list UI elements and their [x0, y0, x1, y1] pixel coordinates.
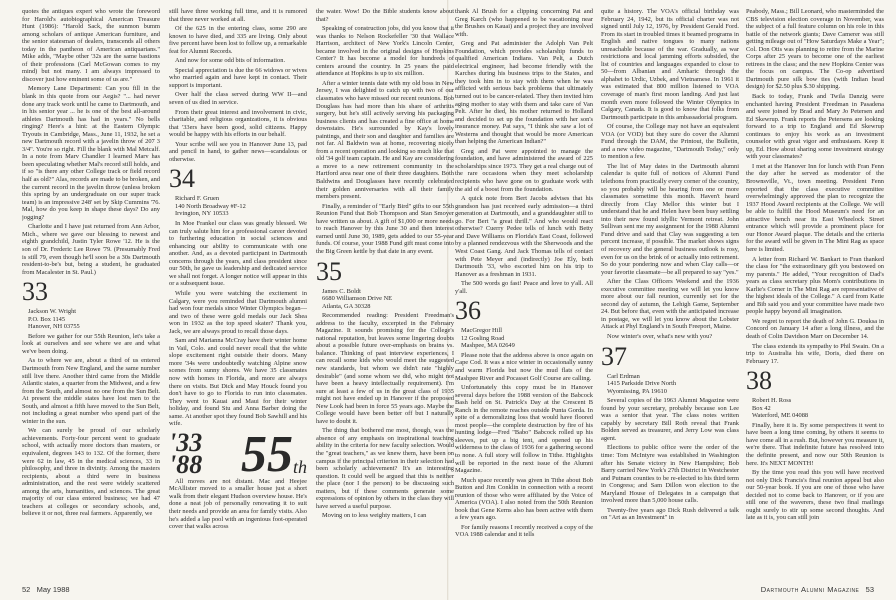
secretary-name: Carl Erdman [607, 372, 640, 380]
class-year-heading: 37 [601, 341, 627, 371]
address-line: 140 North Broadway #F-12 [175, 202, 246, 210]
footer-right [761, 585, 874, 594]
paragraph: All moves are not distant. Mac and Heejee McAllister moved to a smaller house just a short walk from their elegant Hudson overview house. He's done a neat job of personally renovating it to suit their needs and provide an area for family visits. Also he's added a lap pool with an ingenious foot-operated cover that walks across [169, 477, 307, 531]
paragraph: A quick note from Bert Jacobs advises that his grandson has just received early admission—a third generation at Dartmouth, and a granddaughter still to go. For Bert "a great thrill." And who would react otherwise? Cuerry Pedee tells of lunch with Betty and Dave Williams on Florida's East Coast, followed by a planned rendezvous with the Sherwoods and the West Coast Gang. And Jack Thomas tells of contact with Pete Meyer and (indirectly) Joe Ely, both Dartmouth '33, who escorted him on his trip to Hanover as a freshman in 1931. [455, 195, 593, 278]
paragraph: Memory Lane Department: Can you fill in the blank in this quote from our Aegis? "... had never done any track work until he came to Dartmouth, and in his senior year ... he is one of the best all-around athletes Dartmouth has had in years." No bells ringing? Here's a hint: at the Eastern Olympic Tryouts in Cambridge, Mass., June 11, 1932, he set a new Dartmouth record with a javelin throw of 207 3 3/4". You're so right. Fill the blank with Mal Metcalf. In a note from Marv Chandler I learned Marv has been speculating whether Mal's record still holds, and if so "is there any other College track or field record half as old?" Alas, records are made to be broken, and the current record in the javelin throw (unless broken this spring by an undergraduate on our super track team) is an impressive 248' set by Skip Cummins '76. Mal, how do you keep in shape these days? Do any jogging? [22, 85, 160, 221]
paragraph: the water. Wow! Do the Bible students know about that? [316, 8, 454, 23]
paragraph: Recommended reading: President Freedman's address to the faculty, excerpted in the February Magazine. It sounds promising for the College's national reputation, but leaves some lingering doubts about a possible future over-emphasis on brains vs. balance. Thinking of past interview experiences, I can recall some kids who would meet the suggested new standards, but whom we didn't rate "highly desirable" (and some whom we did, who might not have been a heavy intellectually requirement). I'm sure at least a few of us in the great class of 1935 might not have ended up in Hanover if the proposed New Look had been in force 55 years ago. Maybe the College would have been better off but I naturally have to doubt it. [316, 312, 454, 425]
paragraph: Please note that the address above is once again on Cape Cod. It was a nice winter in occasionally sunny and warm Florida but now the mud flats of the Mashpee River and Pocasset Golf Course are calling. [455, 351, 593, 382]
address-line: Irvington, NY 10533 [175, 210, 229, 218]
paragraph: Twenty-five years ago Dick Rush delivered a talk on "Art as an Investment" in [601, 506, 739, 522]
paragraph: Greg and Pat were appointed to manage the foundation, and have administered the award of 225 scholarships since 1973. They get a real charge out of the rare occasions when they meet scholarship recipients who have gone on to graduate work with the aid of a boost from the foundation. [455, 147, 593, 193]
emblem-years: '33 '88 [169, 427, 203, 479]
secretary-address [746, 397, 884, 420]
magazine-name: Dartmouth Alumni Magazine [760, 585, 860, 594]
column-4 [455, 8, 593, 560]
paragraph: We can surely be proud of our scholarly achievements. Forty-four percent went to graduate school, with actually more doctors than masters, or equivalent, degrees 143 to 132. Of the former, there were 62 in law, 45 in the medical sciences, 33 in philosophy, and three in divinity. Among the masters recipients, about a third were in business administration, and the rest were widely scattered among the arts, humanities, and sciences. The great majority of our class entered business; we had 47 teachers at colleges or secondary schools, and, believe it or not, three real farmers. Apparently, we [22, 427, 160, 518]
paragraph: The 500 words go fast! Peace and love to y'all. All y'all. [455, 280, 593, 295]
paragraph: A letter from Richard W. Bankart to Fran thanked the class for "the extraordinary gift you bestowed on my parents." He added, "Your recognition of Dad's years as class secretary plus Mom's contributions in Karlie's Corner in The Mini Rag are representative of the highest ideals of the College." A card from Katie and Bib said you and your committee have made two people happy beyond all imagination. [746, 255, 884, 316]
page-number: 52 [22, 585, 31, 594]
class-year-heading: 38 [746, 366, 772, 396]
paragraph: After a winter tennis date with my old boss in New Jersey, I was delighted to catch up with two of our classmates who have missed our recent reunions. Bob Douglass has had more than his share of arthritis surgery, but he's still actively serving his packaging business clients and has created a fine office at home downstairs. He's surrounded by Kay's lovely paintings, and their son and daughter and families are not far. Al Baldwin was at home, recovering nicely from a recent operation and looking so much like that old '34 golf team captain. He and Kay are considering a move to a new retirement community in the Hartford area near one of their three daughters. Both Baldwins and Douglasses have recently celebrated their golden anniversaries with all their family members present. [316, 79, 454, 201]
issue-date: May 1988 [36, 585, 70, 594]
secretary-name: Jackson W. Wright [28, 308, 77, 316]
paragraph: As to where we are, about a third of us entered Dartmouth from New England, and the same number still live there. Another third came from the Middle Atlantic states, a quarter from the Midwest, and a few from the South, and almost no one from the Sun Belt. At present the middle states have lost men to the South, and almost a fifth have moved to the Sun Belt, not including a great number who spend part of the winter in the sun. [22, 357, 160, 425]
secretary-name: Robert H. Ross [752, 397, 792, 405]
address-line: 6680 Williamson Drive NE [322, 295, 393, 303]
paragraph: quite a history. The VOA's official birthday was February 24, 1942, but its official charter was not signed until July 12, 1976, by President Gerald Ford. From its start in troubled times it beamed programs in English and native tongues to many nations unreachable because of the war. Gradually, as war restrictions and local jamming efforts subsided, the list of countries and languages expanded to close to 50—from Albanian and Amharic through the alphabet to Urdic, Uzbek, and Vietnamese. In 1961 it was estimated that 800 million listened to VOA coverage of man's first moon landing. And just last month even more followed the Winter Olympics in Calgary, Canada. It is good to know that folks from Dartmouth participate in this ambassadorial program. [601, 8, 739, 121]
paragraph: Before we gather for our 55th Reunion, let's take a look at ourselves and see where we are and what we've been doing. [22, 332, 160, 355]
address-line: Box 42 [752, 404, 771, 412]
address-line: Hanover, NH 03755 [28, 323, 80, 331]
paragraph: Over half the class served during WW II—and seven of us died in service. [169, 91, 307, 107]
paragraph: Your scribe will see you in Hanover June 13, pad and pencil in hand, to gather news—scandalous or otherwise. [169, 140, 307, 163]
paragraph: By the time you read this you will have received not only Dick Francis's final reunion appeal but also our 50-year book. If you are one of those who have decided not to come back to Hanover, or if you are still one of the waverers, these two final mailings ought surely to stir up some second thoughts. And late as it is, you can still join [746, 469, 884, 522]
paragraph: While you were watching the excitement in Calgary, were you reminded that Dartmouth alumni had won four medals since Winter Olympics began—and two of these were gold medals our Jack Shea won in 1932 as the top speed skater? Thank you, Jack, we are always proud to recall those days. [169, 289, 307, 335]
column-6 [746, 8, 884, 560]
paragraph: quotes the antiques expert who wrote the foreword for Harold's autobiographical American Treasure Hunt (1986): "Harold Sack, the sunmon bumm among scholars of antique American furniture, and the senior statesman of dealers, transcends all others today in the pantheon of American antiquarians." Mike adds, "Maybe other '32s are the same bastions of their professions (Carl McGowan comes to my mind) but not many. I am always impressed to discover just how eminent some of us are." [22, 8, 160, 83]
paragraph: Back to today, Frank and Twila Danzig were enchanted having President Freedman in Pasadena and were joined by Brad and Mary Jo Petersen and Ed Skewrup. Frank reports the Petersens are looking forward to a trip to England and Ed Skewrup continues to enjoy his work as an investment counselor with great vigor and enthusiasm. Keep it up, Ed. How about sharing some investment strategy with your classmates? [746, 93, 884, 161]
class-year-heading: 35 [316, 256, 342, 286]
secretary-address [601, 373, 739, 396]
secretary-address [169, 195, 307, 218]
paragraph: The class extends its sympathy to Phil Swain. On a trip to Australia his wife, Doris, died there on February 17. [746, 342, 884, 365]
paragraph: Elections to public office were the order of the time: Tom McIntyre was established in Washington after his Senate victory in New Hampshire; Bob Barry carried New York's 27th District in Westchester and Putnam counties to be re-elected to his third term in Congress; and Sam Dillon won election to the Maryland House of Delegates in a campaign that involved more than 5,000 house calls. [601, 444, 739, 505]
secretary-address [455, 327, 593, 350]
paragraph: thank Al Brush for a clipping concerning Pat and Greg Karch (who happened to be vacationing near the Brushes on Kauai) and a project they are involved with. [455, 8, 593, 38]
paragraph: Now winter's over, what's new with you? [607, 332, 713, 340]
paragraph: Several copies of the 1963 Alumni Magazine were found by your secretary, probably because son Lee was a senior that year. The class notes written capably by secretary Bill Roth reveal that Frank Bolden served as treasurer, and Jerry Low was class agent. [601, 397, 739, 442]
column-5 [601, 8, 739, 560]
page-number: 53 [865, 585, 874, 594]
paragraph: After the Class Officers Weekend and the 1936 executive committee meeting we will let you know more about our fall reunion, currently set for the second day of autumn, the Lehigh Game, September 24. But before that, even with the anticipated increase in postage, we will let you know about the Lobster Attack at Phyl England's in South Freeport, Maine. [601, 278, 739, 331]
paragraph: Of course, the College may not have an equivalent VOA (or VOD) but they sure do cover the Alumni Fund through the DAM, the Printout, the Bulletin, and a new video magazine, "Dartmouth Today," only to mention a few. [601, 123, 739, 161]
paragraph: We regret to report the death of John G. Douksa in Concord on January 14 after a long illness, and the death of Colin Davidson Marr on December 14. [746, 317, 884, 340]
paragraph: For family reasons I recently received a copy of the VOA 1988 calendar and it tells [455, 523, 593, 539]
reunion-55th-emblem [169, 425, 307, 483]
emblem-suffix: th [292, 456, 307, 477]
paragraph: From their great interest and involvement in civic, charitable, and religious organizations, it is obvious that '33ers have been good, solid citizens. Happy would be happy with his efforts in our behalf. [169, 108, 307, 139]
column-1 [22, 8, 160, 560]
address-line: Mashpee, MA 02649 [461, 342, 515, 350]
paragraph: Much space recently was given in Tithe about Bob Button and Jim Conklin in connection with a recent reunion of those who were affiliated by the Voice of America (VOA). I also noted from the 50th Reunion book that Gene Kerns also has been active with them a few years ago. [455, 476, 593, 522]
address-line: 12 Gosling Road [461, 334, 505, 342]
secretary-name: Richard F. Gruen [175, 195, 220, 203]
paragraph: Special appreciation is due the 66 widows or wives who married again and have kept in contact. Their support is important. [169, 66, 307, 89]
paragraph: Of the 625 in the entering class, some 290 are known to have died, and 335 are living. Only about five percent have been lost to follow up, a remarkable feat for Alumni Records. [169, 25, 307, 55]
class-year-heading: 36 [455, 296, 481, 326]
address-line: P.O. Box 1145 [28, 315, 66, 323]
footer-left [22, 585, 70, 594]
address-line: Waterford, ME 04088 [752, 412, 809, 420]
column-2 [169, 8, 307, 560]
column-3 [316, 8, 454, 560]
paragraph: The thing that bothered me most, though, was the absence of any emphasis on inspirational teaching ability in the criteria for new faculty selection. Would the "great teachers," as we knew them, have been on campus if the principal criterion in their selection had been scholarly achievement? It's an interesting question. It could well be argued that this is neither the place (nor I the person) to be discussing such matters, but if these comments generate some expressions of opinion by others in the class they will have served a useful purpose. [316, 427, 454, 510]
address-line: Atlanta, GA 30328 [322, 302, 371, 310]
paragraph: still have three working full time, and it is rumored that three never worked at all. [169, 8, 307, 23]
paragraph: The list of May dates in the Dartmouth alumni calendar is quite full of notices of Alumni Fund telethons from practically every corner of the country, so you probably will be hearing from one or more classmates sometime this month. Haven't heard directly from Clay Mellor this winter but I understand that he and Helen have been busy settling into their new found idyllic Vermont retreat. John Sullivan sent me my assignment for the 1988 Alumni Fund drive and said that Clay was suggesting a ten percent increase, if possible. The market shows signs of recovery and the general business outlook is rosy, even for us on the brink of or actually into retirement. So do your pondering now and when Clay calls—or your favorite classmate—be all prepared to say "yes." [601, 162, 739, 276]
paragraph: Finally, a reminder of "Early Bird" gifts to our 55th Reunion Fund that Bob Thompson and Stan Smoyer have written us about. A gift of $1,000 or more needs to reach Hanover by this June 30 and then interest earned until June 30, 1989, gets added to our 55-year funds. Of course, your 1988 Fund gift must come into the Big Green kettle by that date in any event. [316, 202, 454, 255]
secretary-name: James C. Boldt [322, 287, 361, 295]
class-year-heading: 34 [169, 164, 195, 194]
paragraph: Charlotte and I have just returned from Ann Arbor, Mich., where we gave our blessing to newest and eighth grandchild, Justin Tyler Rowe '12. He is the son of Dr. Frederic Lee Rowe '79. (Presumably Fred is still 79, even though he'll soon be a 30s Dartmouth resident-to-be's but, being a student, he graduated from Macalester in St. Paul.) [22, 223, 160, 276]
class-year-heading: 33 [22, 277, 48, 307]
paragraph: Moving on to less weighty matters, I can [322, 512, 427, 520]
paragraph: Greg and Pat administer the Adolph Van Pelt Foundation, which provides scholarship funds to qualified American Indians. Van Pelt, a Dutch electrical engineer, had become friendly with the Karches during his business trips to the States, and they took him in to stay with them when he was afflicted with serious back problems that ultimately turned out to be cancer-related. They then invited him aging mother to stay with them and take care of Van Pelt. After he died, his mother returned to Holland and decided to set up the foundation with her son's insurance money. Pat says, "I think she saw a lot of Westerns and thought that would be more American than helping the American Indian?" [455, 40, 593, 146]
paragraph: And now for some odd bits of information. [175, 57, 286, 65]
address-line: Wyomissing, PA 19610 [607, 387, 667, 395]
secretary-address [316, 288, 454, 311]
paragraph: I met at the Hanover Inn for lunch with Fran Fenn the day after he served as moderator of the Brownsville, Vt., town meeting. President Fenn reported that the class executive committee overwhelmingly approved the plan to recognize the 1937 Hood Award recipients at the College. We will be able to fulfill the Hood Museum's need for an attractive bench near its East Wheelock Street entrance which will provide a prominent place for our Honor Award plaque. The details and the criteria for the award will be given in The Mini Rag as space here is limited. [746, 162, 884, 253]
paragraph: In Moe Frankel our class was greatly blessed. We can truly salute him for a professional career devoted to furthering education in social sciences and enhancing our ability to communicate with one another. And, as a devoted participant in Dartmouth concerns through the years, and class president since our 50th, he gave us leadership and dedicated service we shall not forget. A longer notice will appear in this or a subsequent issue. [169, 220, 307, 288]
paragraph: Sam and Marianna McCray have their winter home in Vail, Colo. and could never recall that the white slope excitement right outside their doors. Many more '34s were undoubtedly watching Alpine snow scenes from sunny shores. We have 35 classmates now with homes in Florida, and more are always there on visits. But Dick and May Houck found you don't have to go to Florida to run into classmates. They went to Kauai and Maui for their winter holiday, and found Stu and Anna Barber doing the same. At another spot they found Bob Sawhill and his wife. [169, 337, 307, 428]
paragraph: Unfortunately this copy must be in Hanover several days before the 1988 version of the Babcock Bash held on St. Patrick's Day at the Crescent B Ranch in the remote reaches outside Punta Gorda. In spite of a demoralizing loss that would have floored most people—the complete destruction by fire of his hunting lodge—Fred "Babo" Babcock rolled up his sleeves, put up a big tent, and opened up his wilderness to the class of 1936 for a gathering second to none. A full story will follow in Tithe. Highlights will be reported in the next issue of the Alumni Magazine. [455, 384, 593, 475]
address-line: 1415 Parkside Drive North [607, 380, 677, 388]
paragraph: Finally, here it is. By some perspectives it went to have been a long time coming, by others it seems to have come all in a rush. But, however you measure it, we're there. That indefinite future has resolved into the definite present, and now our 50th Reunion is here. It's NEXT MONTH! [746, 421, 884, 467]
paragraph: Speaking of construction jobs, did you know that it was thanks to Nelson Rockefeller '30 that Wallace Harrison, architect of New York's Lincoln Center, became involved in the original designs of Hopkins Center? It has become a model for hundreds of centers around the country. In 25 years the paid attendance at Hopkins is up to six million. [316, 25, 454, 78]
secretary-address [22, 308, 160, 331]
secretary-name: MacGregor Hill [461, 327, 502, 335]
emblem-number: 55 [240, 425, 293, 483]
paragraph: Peabody, Mass.; Bill Leonard, who masterminded the CBS television election coverage in November, was the subject of a full feature column on his role in this battle of the network giants; Dave Camerer was still getting mileage out of "How Saturdays Make a Year"; Col. Don Otis was planning to retire from the Marine Corps after 25 years to become one of the earliest retirees in the class; and the new Hopkins Center was the focus on campus. The Co-op advertised Dartmouth pure silk bow ties (with Indian head design) for $2.50 plus $.30 shipping. [746, 8, 884, 91]
